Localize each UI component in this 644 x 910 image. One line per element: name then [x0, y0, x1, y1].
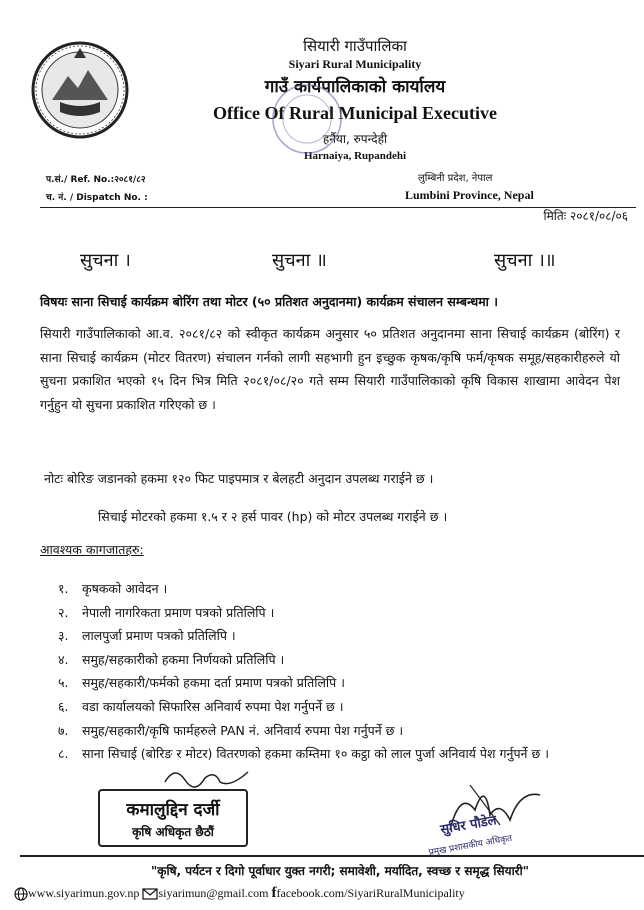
officer-stamp-box: [98, 789, 248, 847]
website-link[interactable]: www.siyarimun.gov.np: [28, 886, 140, 900]
office-stamp: [270, 82, 344, 156]
list-item: ८. साना सिचाई (बोरिङ र मोटर) वितरणको हकमा कम्तिमा १० कट्ठा को लाल पुर्जा अनिवार्य पेश गर्नुपर्ने छ ।: [58, 746, 549, 762]
location-en: Harnaiya, Rupandehi: [303, 150, 407, 162]
facebook-icon: f: [271, 885, 277, 901]
nepal-emblem-logo: [30, 40, 130, 140]
cao-stamp-name: सुधिर पौडेल: [439, 813, 498, 838]
email-link[interactable]: siyarimun@gmail.com: [158, 886, 269, 900]
note-boring: नोटः बोरिङ जडानको हकमा १२० फिट पाइपमात्र र बेलहटी अनुदान उपलब्ध गराईने छ ।: [44, 471, 434, 486]
facebook-link[interactable]: facebook.com/SiyariRuralMunicipality: [276, 886, 465, 900]
location-np: हर्नैया, रुपन्देही: [322, 132, 388, 146]
footer-slogan: "कृषि, पर्यटन र दिगो पूर्वाधार युक्त नगरी; समावेशी, मर्यादित, स्वच्छ र समृद्ध सियारी": [151, 864, 529, 878]
cao-stamp-title: प्रमुख प्रशासकीय अधिकृत: [428, 833, 513, 859]
notice-title-3: सुचना ।॥: [494, 250, 556, 271]
document-date: मितिः २०८१/०८/०६: [543, 209, 628, 223]
list-item: ६. वडा कार्यालयको सिफारिस अनिवार्य रुपमा पेश गर्नुपर्ने छ ।: [58, 698, 344, 714]
notice-title-1: सुचना ।: [80, 250, 131, 271]
note-motor: सिचाई मोटरको हकमा १.५ र २ हर्स पावर (hp) को मोटर उपलब्ध गराईने छ ।: [98, 509, 448, 524]
office-name-en: Office Of Rural Municipal Executive: [213, 103, 497, 123]
documents-list: [40, 577, 630, 766]
municipality-name-en: Siyari Rural Municipality: [288, 57, 422, 71]
subject-line: विषयः साना सिचाई कार्यक्रम बोरिंग तथा मोटर (५० प्रतिशत अनुदानमा) कार्यक्रम संचालन सम्बन्धमा ।: [40, 294, 499, 309]
email-icon: [142, 888, 158, 900]
province-np: लुम्बिनी प्रदेश, नेपाल: [418, 173, 493, 184]
footer-contacts: [14, 885, 644, 902]
footer-divider: [20, 855, 644, 857]
province-en: Lumbini Province, Nepal: [405, 188, 534, 202]
reference-number: प.सं./ Ref. No.:२०८१/८२: [46, 175, 146, 185]
notice-title-2: सुचना ॥: [272, 250, 327, 271]
list-item: ५. समुह/सहकारी/फर्मको हकमा दर्ता प्रमाण पत्रको प्रतिलिपि ।: [58, 675, 345, 691]
body-paragraph: सियारी गाउँपालिकाको आ.व. २०८१/८२ को स्वीकृत कार्यक्रम अनुसार ५० प्रतिशत अनुदानमा साना सिचाई कार्यक्रम (बोरिंग) र साना सिचाई कार्यक्रम (मोटर वितरण) संचालन गर्नको लागी सहभागी हुन इच्छुक कृषक/कृषि फर्म/कृषक समूह/सहकारीहरुले यो सुचना प्रकाशित भएको १५ दिन भित्र मिति २०८१/०८/२० गते सम्म सियारी गाउँपालिकाको कृषि विकास शाखामा आवेदन पेश गर्नुहुन यो सुचना प्रकाशित गरिएको छ ।: [40, 326, 620, 412]
municipality-name-np: सियारी गाउँपालिका: [303, 37, 407, 55]
list-item: ७. समुह/सहकारी/कृषि फार्महरुले PAN नं. अनिवार्य रुपमा पेश गर्नुपर्ने छ ।: [58, 722, 404, 738]
officer-title: कृषि अधिकृत छैठौं: [132, 825, 214, 839]
officer-name: कमालुद्दिन दर्जी: [126, 800, 220, 820]
list-item: ४. समुह/सहकारीको हकमा निर्णयको प्रतिलिपि ।: [58, 651, 285, 667]
dispatch-number: च. नं. / Dispatch No. :: [46, 193, 148, 203]
documents-heading: आवश्यक कागजातहरु:: [40, 542, 144, 557]
office-name-np: गाउँ कार्यपालिकाको कार्यालय: [264, 77, 446, 97]
globe-icon: [14, 887, 28, 901]
list-item: २. नेपाली नागरिकता प्रमाण पत्रको प्रतिलिपि ।: [58, 604, 275, 620]
list-item: ३. लालपुर्जा प्रमाण पत्रको प्रतिलिपि ।: [58, 628, 236, 644]
list-item: १. कृषकको आवेदन ।: [58, 581, 168, 596]
